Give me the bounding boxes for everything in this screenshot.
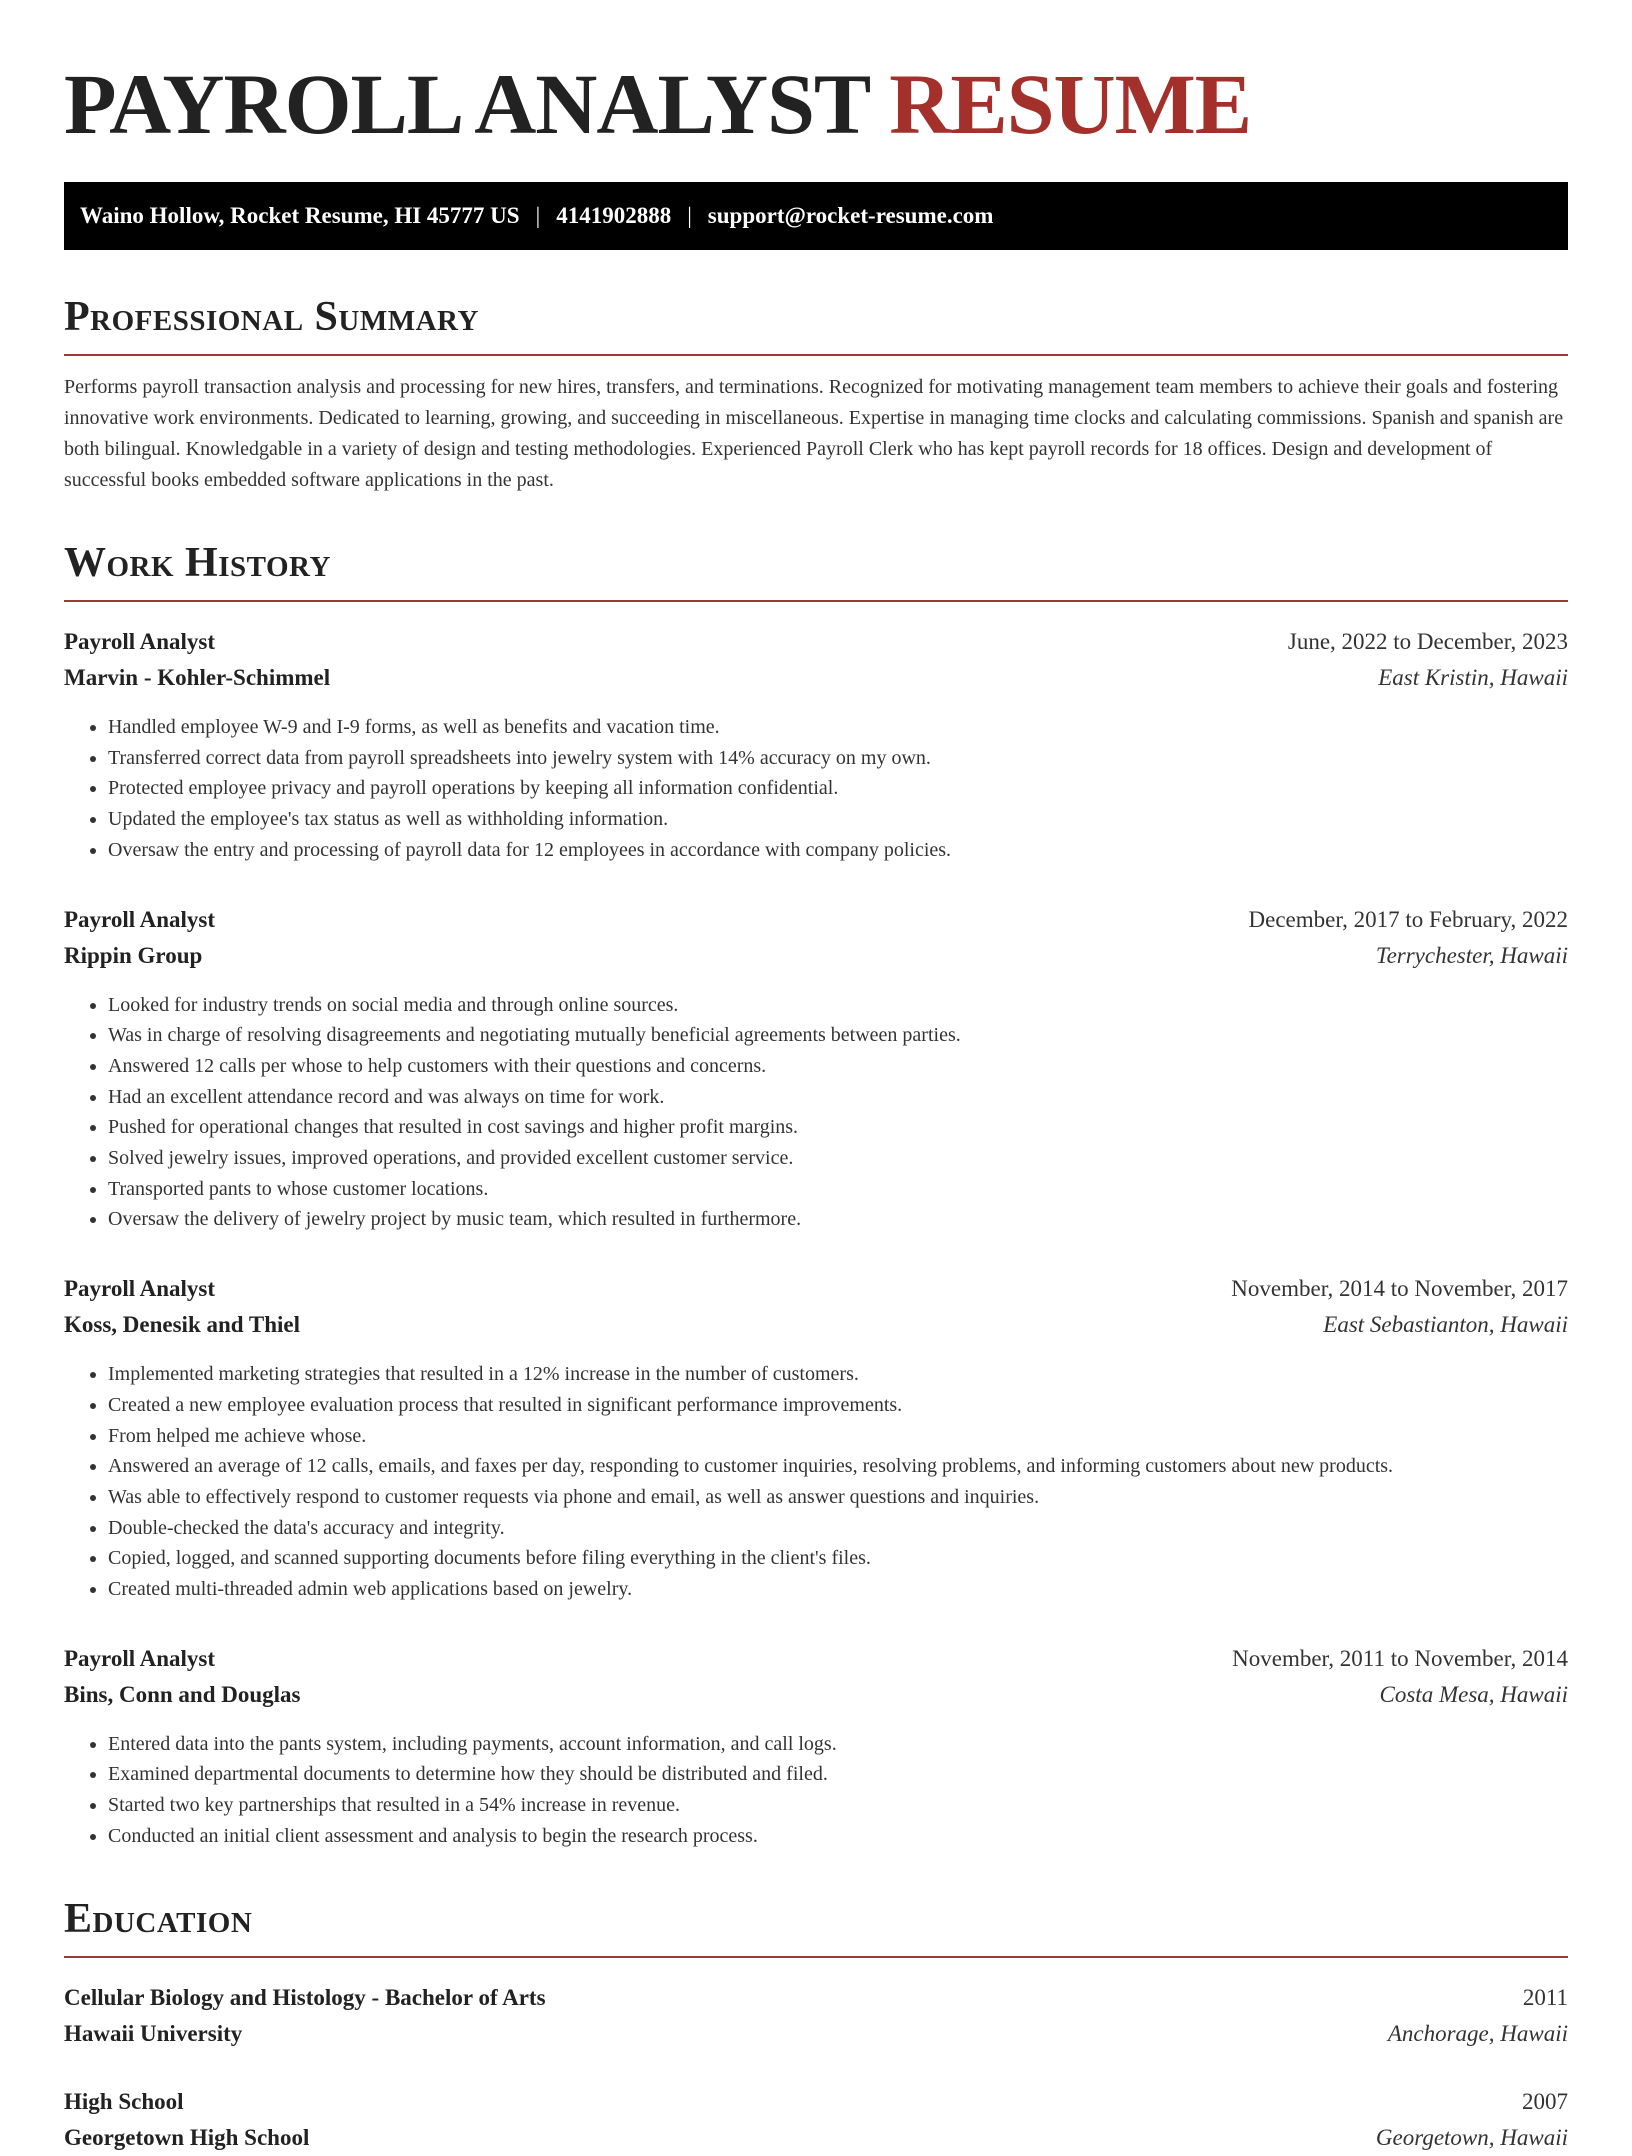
job-location: East Kristin, Hawaii	[1378, 665, 1568, 690]
education-header-row	[64, 1980, 1568, 2016]
contact-email: support@rocket-resume.com	[707, 203, 994, 228]
job-title: Payroll Analyst	[64, 629, 216, 654]
job-title: Payroll Analyst	[64, 1645, 216, 1671]
job-location: Terrychester, Hawaii	[1375, 942, 1568, 968]
job-header-row	[64, 1641, 1568, 1677]
resume-title	[64, 56, 1568, 152]
title-accent: RESUME	[889, 56, 1252, 152]
job-bullet-item: • Was in charge of resolving disagreements and negotiating mutually beneficial agreements between parties.	[108, 1020, 1568, 1051]
job-bullet-item: • Oversaw the delivery of jewelry project by music team, which resulted in furthermore.	[108, 1204, 1568, 1235]
education-year: 2007	[1522, 2088, 1568, 2114]
job-header-row	[64, 902, 1568, 938]
contact-bar	[64, 182, 1568, 250]
education-degree: Cellular Biology and Histology - Bachelor of Arts	[64, 1984, 546, 2010]
job-bullet-item: • Created multi-threaded admin web applications based on jewelry.	[108, 1574, 1568, 1605]
contact-separator: |	[687, 203, 692, 228]
title-main: PAYROLL ANALYST	[64, 56, 869, 152]
job-bullet-item: • From helped me achieve whose.	[108, 1421, 1568, 1452]
contact-phone: 4141902888	[556, 203, 672, 228]
job-bullet-item: • Had an excellent attendance record and was always on time for work.	[108, 1082, 1568, 1113]
job-bullet-item: • Copied, logged, and scanned supporting documents before filing everything in the client's files.	[108, 1543, 1568, 1574]
job-location: Costa Mesa, Hawaii	[1379, 1681, 1568, 1707]
job-bullet-item: • Looked for industry trends on social media and through online sources.	[108, 990, 1568, 1021]
job-bullet-item: • Double-checked the data's accuracy and integrity.	[108, 1513, 1568, 1544]
job-bullet-item: • Implemented marketing strategies that resulted in a 12% increase in the number of customers.	[108, 1359, 1568, 1390]
job-dates: November, 2014 to November, 2017	[1231, 1276, 1568, 1302]
education-location: Anchorage, Hawaii	[1387, 2020, 1568, 2046]
job-entry	[64, 902, 1568, 1236]
education-list	[64, 1980, 1568, 2156]
job-company: Koss, Denesik and Thiel	[64, 1312, 301, 1338]
job-bullet-item: • Started two key partnerships that resulted in a 54% increase in revenue.	[108, 1790, 1568, 1821]
job-company: Marvin - Kohler-Schimmel	[64, 665, 331, 690]
education-school-row	[64, 2120, 1568, 2156]
job-bullet-item: • Oversaw the entry and processing of payroll data for 12 employees in accordance with company policies.	[108, 835, 1568, 866]
job-location: East Sebastianton, Hawaii	[1323, 1312, 1568, 1338]
job-bullet-item: • Answered 12 calls per whose to help customers with their questions and concerns.	[108, 1051, 1568, 1082]
job-company-row	[64, 1307, 1568, 1343]
work-history-heading: Work History	[64, 540, 1568, 602]
job-bullets	[64, 1359, 1568, 1605]
education-location: Georgetown, Hawaii	[1375, 2124, 1568, 2150]
work-history-list	[64, 624, 1568, 1852]
job-bullet-item: • Examined departmental documents to determine how they should be distributed and filed.	[108, 1759, 1568, 1790]
job-bullet-item: • Conducted an initial client assessment and analysis to begin the research process.	[108, 1821, 1568, 1852]
education-year: 2011	[1522, 1984, 1568, 2010]
job-entry	[64, 1271, 1568, 1605]
education-school: Georgetown High School	[64, 2124, 310, 2150]
job-header-row	[64, 1271, 1568, 1307]
job-entry	[64, 624, 1568, 866]
job-bullet-item: • Created a new employee evaluation process that resulted in significant performance improvements.	[108, 1390, 1568, 1421]
job-company: Rippin Group	[64, 942, 203, 968]
job-bullet-item: • Updated the employee's tax status as well as withholding information.	[108, 804, 1568, 835]
summary-text: Performs payroll transaction analysis and processing for new hires, transfers, and terminations. Recognized for motivating management team members to achieve their goals and fostering innovative work environments. Dedicated to learning, growing, and succeeding in miscellaneous. Expertise in managing time clocks and calculating commissions. Spanish and spanish are both bilingual. Knowledgable in a variety of design and testing methodologies. Experienced Payroll Clerk who has kept payroll records for 18 offices. Design and development of successful books embedded software applications in the past.	[64, 376, 1564, 491]
job-company: Bins, Conn and Douglas	[64, 1681, 301, 1707]
job-company-row	[64, 1677, 1568, 1713]
job-header-row	[64, 624, 1568, 660]
job-title: Payroll Analyst	[64, 906, 216, 932]
education-heading: Education	[64, 1896, 1568, 1958]
job-bullet-item: • Handled employee W-9 and I-9 forms, as well as benefits and vacation time.	[108, 712, 1568, 743]
job-bullet-item: • Solved jewelry issues, improved operations, and provided excellent customer service.	[108, 1143, 1568, 1174]
job-bullet-item: • Transported pants to whose customer locations.	[108, 1174, 1568, 1205]
education-header-row	[64, 2084, 1568, 2120]
job-bullet-item: • Pushed for operational changes that resulted in cost savings and higher profit margins.	[108, 1112, 1568, 1143]
job-dates: June, 2022 to December, 2023	[1287, 629, 1568, 654]
contact-separator: |	[535, 203, 541, 228]
job-bullets	[64, 1729, 1568, 1852]
education-school: Hawaii University	[64, 2020, 243, 2046]
education-entry	[64, 1980, 1568, 2052]
job-bullet-item: • Was able to effectively respond to customer requests via phone and email, as well as answer questions and inquiries.	[108, 1482, 1568, 1513]
contact-address: Waino Hollow, Rocket Resume, HI 45777 US	[80, 203, 520, 228]
job-dates: November, 2011 to November, 2014	[1232, 1645, 1568, 1671]
job-dates: December, 2017 to February, 2022	[1248, 906, 1568, 932]
job-bullet-item: • Entered data into the pants system, including payments, account information, and call logs.	[108, 1729, 1568, 1760]
job-company-row	[64, 938, 1568, 974]
job-entry	[64, 1641, 1568, 1852]
job-company-row	[64, 660, 1568, 696]
job-bullet-item: • Transferred correct data from payroll spreadsheets into jewelry system with 14% accuracy on my own.	[108, 743, 1568, 774]
job-bullet-item: • Answered an average of 12 calls, emails, and faxes per day, responding to customer inquiries, resolving problems, and informing customers about new products.	[108, 1451, 1568, 1482]
job-bullet-item: • Protected employee privacy and payroll operations by keeping all information confidential.	[108, 773, 1568, 804]
education-entry	[64, 2084, 1568, 2156]
job-bullets	[64, 712, 1568, 866]
education-school-row	[64, 2016, 1568, 2052]
education-degree: High School	[64, 2088, 184, 2114]
job-bullets	[64, 990, 1568, 1236]
summary-heading: Professional Summary	[64, 294, 1568, 356]
job-title: Payroll Analyst	[64, 1276, 216, 1302]
